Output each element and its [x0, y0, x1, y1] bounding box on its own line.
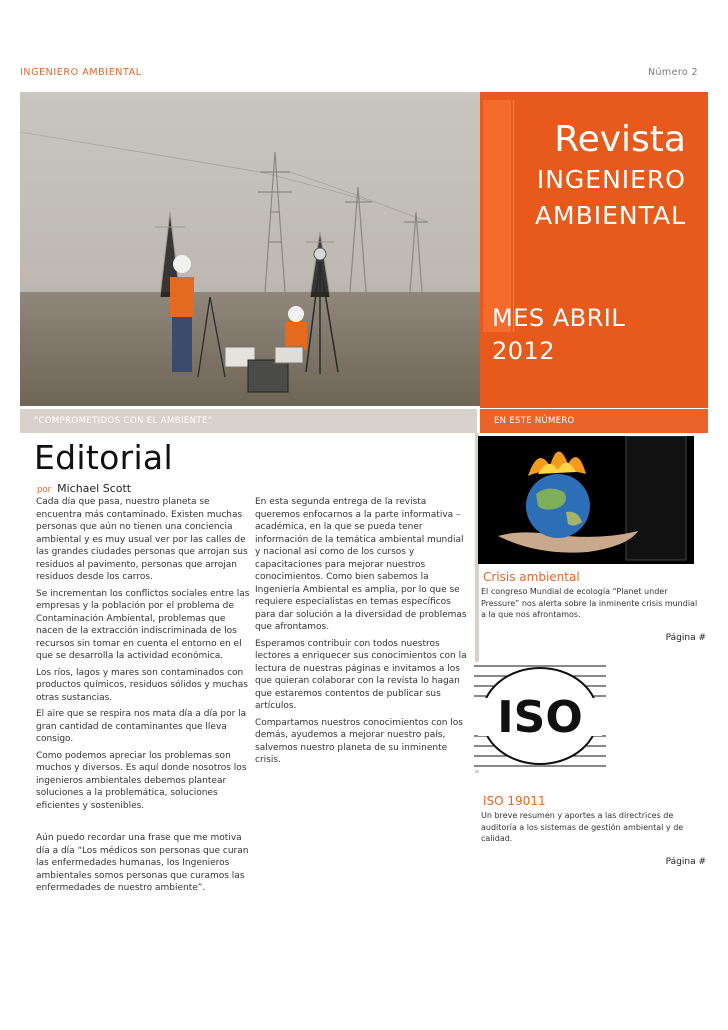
paragraph: Aún puedo recordar una frase que me motiva día a día “Los médicos son personas que curan las enfermedades humanas, los Ingenieros ambientales somos personas que curamos las enfermedades de nuestro ambiente”. [36, 833, 249, 893]
in-this-issue-label: EN ESTE NÚMERO [494, 416, 575, 426]
issue-date-month: MES ABRIL [492, 304, 626, 332]
page-reference[interactable]: Página # [665, 633, 706, 643]
article-column-2 [255, 496, 469, 771]
iso-logo-image [474, 662, 606, 770]
iso-logo-text: ISO [497, 692, 583, 743]
magazine-subtitle-line1: INGENIERO [536, 165, 686, 194]
running-header-title: INGENIERO AMBIENTAL [20, 67, 142, 78]
panel-accent-strip [483, 100, 511, 332]
sidebar-story-title: Crisis ambiental [483, 570, 580, 584]
sidebar-story-text: El congreso Mundial de ecología “Planet under Pressure” nos alerta sobre la inminente crisis mundial a la que nos afrontamos. [481, 587, 698, 619]
paragraph: En esta segunda entrega de la revista queremos enfocarnos a la parte informativa – académica, en la que se pueda tener información de la temática ambiental mundial y nacional así como de los cursos y capacitaciones para mejorar nuestros conocimientos. Como bien sabemos la Ingeniería Ambiental es amplia, por lo que se requiere especialistas en temas específicos para dar solución a la diversidad de problemas que afrontamos. [255, 497, 467, 632]
slogan-text: “COMPROMETIDOS CON EL AMBIENTE” [34, 416, 213, 426]
issue-date [492, 302, 625, 368]
paragraph: El aire que se respira nos mata día a día por la gran cantidad de contaminantes que lleva consigo. [36, 709, 247, 744]
sidebar-story-text: Un breve resumen y aportes a las directrices de auditoría a los sistemas de gestión ambiental y de calidad. [481, 811, 684, 843]
byline-prefix: por [37, 485, 52, 495]
paragraph: Los ríos, lagos y mares son contaminados con productos químicos, residuos sólidos y muchas otras sustancias. [36, 667, 248, 703]
magazine-subtitle-line2: AMBIENTAL [534, 201, 686, 230]
paragraph: Esperamos contribuir con todos nuestros lectores a enriquecer sus conocimientos con la lectura de nuestras páginas e invitamos a los que quieran colaborar con la revista lo hagan que estaremos contentos de publicar sus artículos. [255, 638, 467, 711]
article-column-1 [36, 496, 250, 899]
magazine-title: Revista [554, 119, 686, 160]
cover-title-panel [480, 92, 708, 408]
issue-date-year: 2012 [492, 337, 556, 365]
in-this-issue-band [480, 409, 708, 433]
burning-globe-image [478, 436, 694, 564]
page-reference[interactable]: Página # [665, 857, 706, 867]
paragraph: Compartamos nuestros conocimientos con los demás, ayudemos a mejorar nuestro país, salvemos nuestro planeta de su inminente crisis. [255, 717, 463, 765]
issue-number: Número 2 [648, 67, 698, 78]
author-name: Michael Scott [57, 482, 132, 495]
slogan-band [20, 409, 477, 433]
byline [37, 482, 131, 495]
cover-photo [20, 92, 480, 406]
paragraph: Cada día que pasa, nuestro planeta se encuentra más contaminado. Existen muchas personas que aún no tienen una conciencia ambiental y es muy usual ver por las calles de las grandes ciudades personas que arrojan sus residuos al pavimento, personas que arrojan residuos desde los carros. [36, 497, 248, 582]
paragraph: Como podemos apreciar los problemas son muchos y diversos. Es aquí donde nosotros los ingenieros ambientales debemos plantear soluciones a la problemática, soluciones eficientes y sostenibles. [36, 750, 247, 811]
sidebar-story-title: ISO 19011 [483, 794, 546, 808]
paragraph: Se incrementan los conflictos sociales entre las empresas y la población por el problema de Contaminación Ambiental, problemas que nacen de la extracción indiscriminada de los recursos sin tomar en cuenta el entorno en el que se desarrolla la actividad económica. [36, 588, 250, 661]
article-title: Editorial [34, 438, 173, 477]
